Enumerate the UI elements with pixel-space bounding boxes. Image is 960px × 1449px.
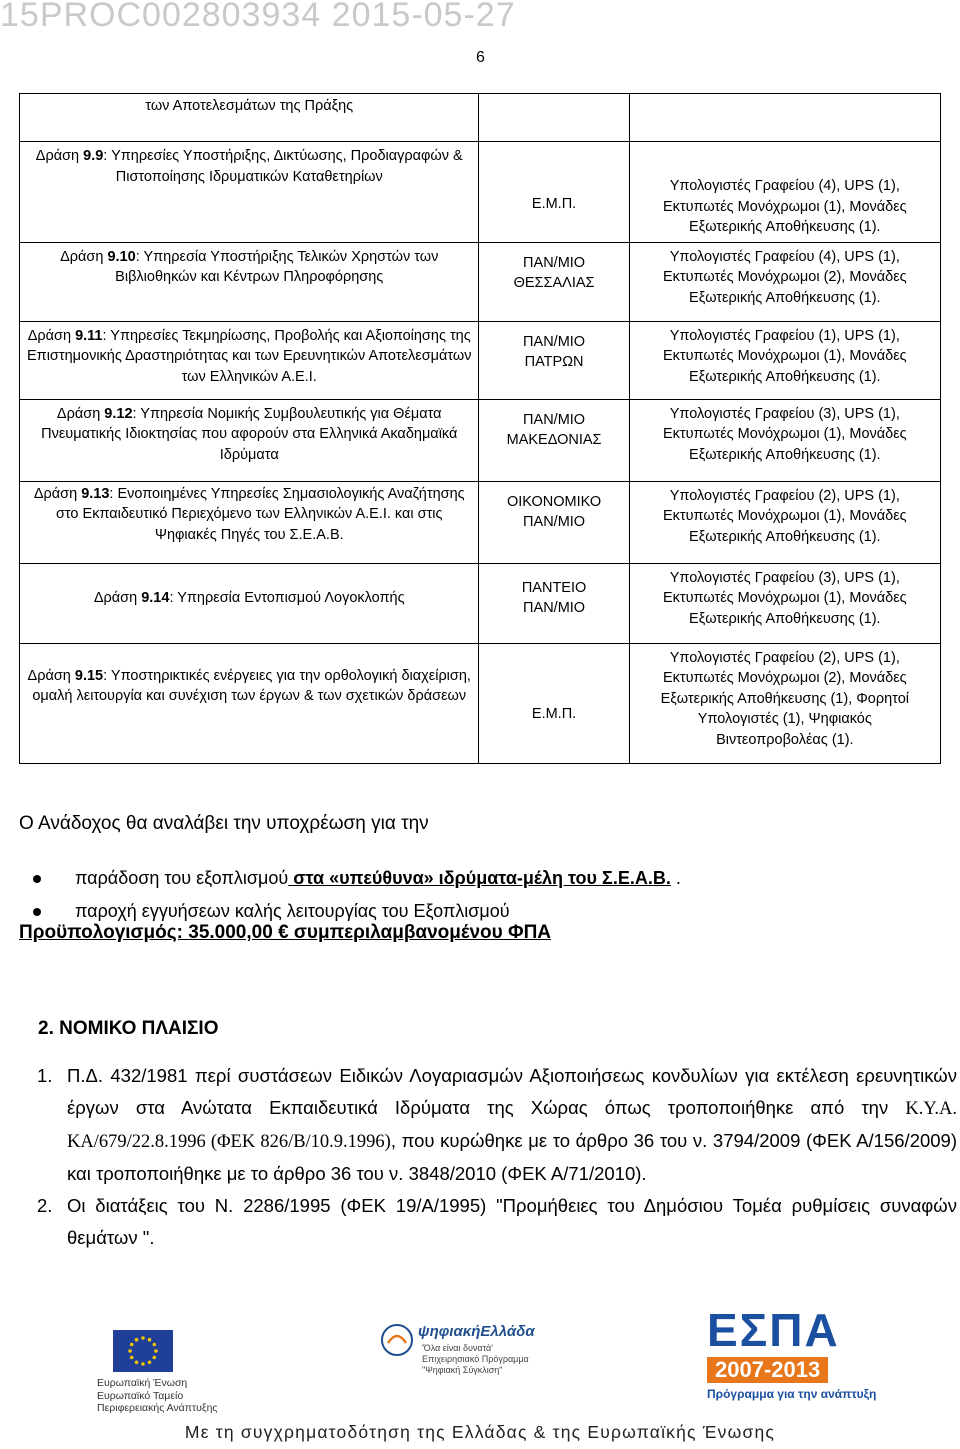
institution-line: Ε.Μ.Π. bbox=[531, 196, 577, 212]
document-watermark: 15PROC002803934 2015-05-27 bbox=[0, 0, 516, 34]
action-number: 9.11 bbox=[75, 327, 103, 344]
institution-line: ΠΑΝ/ΜΙΟ bbox=[523, 333, 586, 350]
underlined-institutions: στα «υπεύθυνα» ιδρύματα-μέλη του Σ.Ε.Α.Β. bbox=[288, 868, 671, 888]
equipment-line: Υπολογιστές Γραφείου (3), UPS (1), bbox=[669, 569, 900, 586]
institution-line: ΘΕΣΣΑΛΙΑΣ bbox=[513, 275, 595, 291]
equipment-line: Εξωτερικής Αποθήκευσης (1), Φορητοί bbox=[660, 690, 909, 707]
equipment-line: Εκτυπωτές Μονόχρωμοι (1), Μονάδες bbox=[662, 348, 907, 364]
equipment-cell bbox=[629, 94, 940, 142]
equipment-line: Εξωτερικής Αποθήκευσης (1). bbox=[689, 368, 881, 385]
equipment-line: Εκτυπωτές Μονόχρωμοι (1), Μονάδες bbox=[662, 198, 907, 215]
equipment-cell bbox=[629, 142, 940, 243]
eu-star-icon bbox=[148, 1361, 152, 1365]
legal-item-number: 2. bbox=[37, 1195, 53, 1216]
action-description: των Αποτελεσμάτων της Πράξης bbox=[145, 98, 354, 114]
action-cell: Δράση 9.11: Υπηρεσίες Τεκμηρίωσης, Προβολής και Αξιοποίησης της Επιστημονικής Δραστηριότητας και των Ερευνητικών Αποτελεσμάτων των Ελληνικών Α.Ε.Ι. bbox=[20, 321, 479, 399]
eu-star-icon bbox=[135, 1338, 139, 1342]
institution-cell bbox=[479, 563, 629, 643]
institution-line: ΠΑΝ/ΜΙΟ bbox=[523, 600, 586, 616]
action-description: : Υπηρεσία Εντοπισμού Λογοκλοπής bbox=[169, 589, 405, 606]
action-cell: Δράση 9.10: Υπηρεσία Υποστήριξης Τελικών Χρηστών των Βιβλιοθηκών και Κέντρων Πληροφόρησης bbox=[20, 242, 479, 321]
equipment-line: Υπολογιστές Γραφείου (2), UPS (1), bbox=[669, 487, 900, 504]
budget-line: Προϋπολογισμός: 35.000,00 € συμπεριλαμβανομένου ΦΠΑ bbox=[19, 922, 552, 943]
legal-item-1 bbox=[37, 1060, 957, 1190]
obligations-list bbox=[33, 862, 681, 928]
section-title: 2. ΝΟΜΙΚΟ ΠΛΑΙΣΙΟ bbox=[38, 1018, 219, 1039]
espa-tagline: Πρόγραμμα για την ανάπτυξη bbox=[707, 1387, 877, 1401]
equipment-line: Εξωτερικής Αποθήκευσης (1). bbox=[689, 610, 881, 627]
action-cell: Δράση 9.14: Υπηρεσία Εντοπισμού Λογοκλοπής bbox=[20, 563, 479, 643]
espa-years-badge: 2007-2013 bbox=[707, 1357, 828, 1383]
bullet-text-warranty: παροχή εγγυήσεων καλής λειτουργίας του Εξοπλισμού bbox=[75, 901, 510, 921]
eu-star-icon bbox=[154, 1349, 158, 1353]
institution-cell bbox=[479, 481, 629, 563]
action-cell: Δράση 9.15: Υποστηρικτικές ενέργειες για την ορθολογική διαχείριση, ομαλή λειτουργία και συνέχιση των έργων & των σχετικών δράσεων bbox=[20, 643, 479, 763]
equipment-line: Εξωτερικής Αποθήκευσης (1). bbox=[689, 219, 881, 235]
equipment-cell bbox=[629, 643, 940, 763]
table-row bbox=[20, 563, 941, 643]
eu-star-icon bbox=[141, 1336, 145, 1340]
institution-cell bbox=[479, 643, 629, 763]
action-description: : Υποστηρικτικές ενέργειες για την ορθολογική διαχείριση, ομαλή λειτουργία και συνέχιση των έργων & των σχετικών δράσεων bbox=[32, 667, 471, 704]
equipment-line: Υπολογιστές Γραφείου (3), UPS (1), bbox=[669, 405, 900, 422]
action-number: 9.10 bbox=[107, 248, 136, 265]
action-description: : Υπηρεσίες Τεκμηρίωσης, Προβολής και Αξιοποίησης της Επιστημονικής Δραστηριότητας και των Ερευνητικών Αποτελεσμάτων των Ελληνικών Α.Ε.Ι. bbox=[27, 327, 472, 385]
legal-item-number: 1. bbox=[37, 1065, 53, 1086]
equipment-cell bbox=[629, 242, 940, 321]
table-row bbox=[20, 94, 941, 142]
legal-item-text: Π.Δ. 432/1981 περί συστάσεων Ειδικών Λογαριασμών Αξιοποιήσεως κονδυλίων για εκτέλεση ερευνητικών έργων στα Ανώτατα Εκπαιδευτικά Ιδρύματα της Χώρας όπως τροποποιήθηκε από την Κ.Υ.Α. ΚΑ/679/22.8.1996 (ΦΕΚ 826/Β/10.9.1996), που κυρώθηκε με το άρθρο 36 του ν. 3794/2009 (ΦΕΚ Α/156/2009) και τροποποιήθηκε με το άρθρο 36 του ν. 3848/2010 (ΦΕΚ Α/71/2010). bbox=[67, 1065, 958, 1184]
action-number: 9.13 bbox=[81, 485, 110, 502]
equipment-cell bbox=[629, 321, 940, 399]
eu-star-icon bbox=[148, 1338, 152, 1342]
institution-cell bbox=[479, 399, 629, 481]
equipment-line: Υπολογιστές (1), Ψηφιακός bbox=[697, 711, 872, 727]
intro-sentence: Ο Ανάδοχος θα αναλάβει την υποχρέωση για την bbox=[19, 813, 429, 834]
equipment-cell bbox=[629, 399, 940, 481]
bullet-text-delivery: παράδοση του εξοπλισμού στα «υπεύθυνα» ιδρύματα-μέλη του Σ.Ε.Α.Β. . bbox=[75, 868, 681, 888]
institution-line: ΟΙΚΟΝΟΜΙΚΟ bbox=[506, 493, 602, 510]
institution-line: ΜΑΚΕΔΟΝΙΑΣ bbox=[506, 432, 602, 448]
action-description: : Υπηρεσία Υποστήριξης Τελικών Χρηστών των Βιβλιοθηκών και Κέντρων Πληροφόρησης bbox=[115, 248, 439, 285]
action-description: : Ενοποιημένες Υπηρεσίες Σημασιολογικής Αναζήτησης στο Εκπαιδευτικό Περιεχόμενο των Ελληνικών Α.Ε.Ι. και στις Ψηφιακές Πηγές του Σ.Ε.Α.Β. bbox=[55, 485, 465, 543]
institution-line: ΠΑΝ/ΜΙΟ bbox=[523, 411, 586, 428]
action-description: : Υπηρεσία Νομικής Συμβουλευτικής για Θέματα Πνευματικής Ιδιοκτησίας που αφορούν στα Ελληνικά Ακαδημαϊκά Ιδρύματα bbox=[41, 405, 458, 463]
action-number: 9.15 bbox=[74, 667, 104, 684]
table-row bbox=[20, 399, 941, 481]
table-row bbox=[20, 321, 941, 399]
eu-star-icon bbox=[135, 1361, 139, 1365]
bullet-icon bbox=[33, 908, 41, 916]
equipment-line: Υπολογιστές Γραφείου (4), UPS (1), bbox=[669, 178, 900, 194]
equipment-line: Εξωτερικής Αποθήκευσης (1). bbox=[689, 289, 881, 306]
equipment-line: Εκτυπωτές Μονόχρωμοι (1), Μονάδες bbox=[662, 590, 907, 606]
page-number: 6 bbox=[476, 49, 485, 66]
actions-table bbox=[19, 93, 941, 764]
legal-framework-list bbox=[37, 1060, 957, 1254]
equipment-line: Εξωτερικής Αποθήκευσης (1). bbox=[689, 528, 881, 545]
action-number: 9.9 bbox=[83, 148, 104, 164]
digital-greece-emblem-icon bbox=[380, 1323, 414, 1357]
legal-item-text: Οι διατάξεις του Ν. 2286/1995 (ΦΕΚ 19/Α/1995) "Προμήθειες του Δημόσιου Τομέα ρυθμίσεις συναφών θεμάτων ". bbox=[67, 1195, 957, 1248]
equipment-line: Υπολογιστές Γραφείου (1), UPS (1), bbox=[669, 327, 900, 344]
equipment-line: Υπολογιστές Γραφείου (2), UPS (1), bbox=[669, 649, 900, 666]
equipment-line: Βιντεοπροβολέας (1). bbox=[716, 731, 854, 748]
eu-star-icon bbox=[128, 1349, 132, 1353]
institution-line: Ε.Μ.Π. bbox=[531, 705, 577, 722]
equipment-line: Εξωτερικής Αποθήκευσης (1). bbox=[689, 446, 881, 463]
table-row bbox=[20, 643, 941, 763]
action-cell: Δράση 9.9: Υπηρεσίες Υποστήριξης, Δικτύωσης, Προδιαγραφών & Πιστοποίησης Ιδρυματικών Καταθετηρίων bbox=[20, 142, 479, 243]
institution-cell bbox=[479, 242, 629, 321]
kya-reference: Κ.Υ.Α. ΚΑ/679/22.8.1996 (ΦΕΚ 826/Β/10.9.1996) bbox=[67, 1099, 957, 1152]
action-number: 9.12 bbox=[104, 405, 133, 422]
institution-line: ΠΑΝΤΕΙΟ bbox=[521, 579, 587, 596]
action-number: 9.14 bbox=[141, 589, 170, 606]
list-item bbox=[33, 862, 681, 895]
cofinancing-motto: Με τη συγχρηματοδότηση της Ελλάδας & της Ευρωπαϊκής Ένωσης bbox=[0, 1415, 960, 1449]
institution-line: ΠΑΝ/ΜΙΟ bbox=[523, 254, 586, 271]
action-cell: Δράση 9.13: Ενοποιημένες Υπηρεσίες Σημασιολογικής Αναζήτησης στο Εκπαιδευτικό Περιεχόμενο των Ελληνικών Α.Ε.Ι. και στις Ψηφιακές Πηγές του Σ.Ε.Α.Β. bbox=[20, 481, 479, 563]
legal-item-2 bbox=[37, 1190, 957, 1254]
action-cell bbox=[20, 94, 479, 142]
action-description: : Υπηρεσίες Υποστήριξης, Δικτύωσης, Προδιαγραφών & Πιστοποίησης Ιδρυματικών Καταθετηρίων bbox=[103, 148, 463, 185]
funding-logos-footer bbox=[0, 1305, 960, 1449]
eu-star-icon bbox=[153, 1343, 157, 1347]
equipment-line: Εκτυπωτές Μονόχρωμοι (1), Μονάδες bbox=[662, 426, 907, 442]
table-row bbox=[20, 242, 941, 321]
institution-cell bbox=[479, 142, 629, 243]
table-row bbox=[20, 142, 941, 243]
equipment-cell bbox=[629, 481, 940, 563]
equipment-cell bbox=[629, 563, 940, 643]
equipment-line: Εκτυπωτές Μονόχρωμοι (2), Μονάδες bbox=[662, 670, 907, 686]
institution-line: ΠΑΝ/ΜΙΟ bbox=[523, 514, 586, 530]
table-row bbox=[20, 481, 941, 563]
espa-wordmark: ΕΣΠΑ bbox=[707, 1304, 840, 1356]
bullet-icon bbox=[33, 875, 41, 883]
eu-star-icon bbox=[141, 1362, 145, 1366]
institution-cell bbox=[479, 94, 629, 142]
espa-logo bbox=[707, 1305, 885, 1401]
eu-flag-icon bbox=[113, 1330, 173, 1372]
action-cell: Δράση 9.12: Υπηρεσία Νομικής Συμβουλευτικής για Θέματα Πνευματικής Ιδιοκτησίας που αφορούν στα Ελληνικά Ακαδημαϊκά Ιδρύματα bbox=[20, 399, 479, 481]
eu-star-icon bbox=[130, 1343, 134, 1347]
equipment-line: Εκτυπωτές Μονόχρωμοι (2), Μονάδες bbox=[662, 269, 907, 285]
eu-star-icon bbox=[153, 1356, 157, 1360]
equipment-line: Υπολογιστές Γραφείου (4), UPS (1), bbox=[669, 248, 900, 265]
eu-star-icon bbox=[130, 1356, 134, 1360]
institution-line: ΠΑΤΡΩΝ bbox=[524, 354, 584, 370]
digital-greece-logo: ψηφιακήΕλλάδα 'Όλα είναι δυνατά' Επιχειρησιακό Πρόγραμμα "Ψηφιακή Σύγκλιση" bbox=[378, 1323, 578, 1376]
eu-fund-label: Ευρωπαϊκή Ένωση Ευρωπαϊκό Ταμείο Περιφερειακής Ανάπτυξης bbox=[97, 1377, 218, 1414]
equipment-line: Εκτυπωτές Μονόχρωμοι (1), Μονάδες bbox=[662, 508, 907, 524]
institution-cell bbox=[479, 321, 629, 399]
